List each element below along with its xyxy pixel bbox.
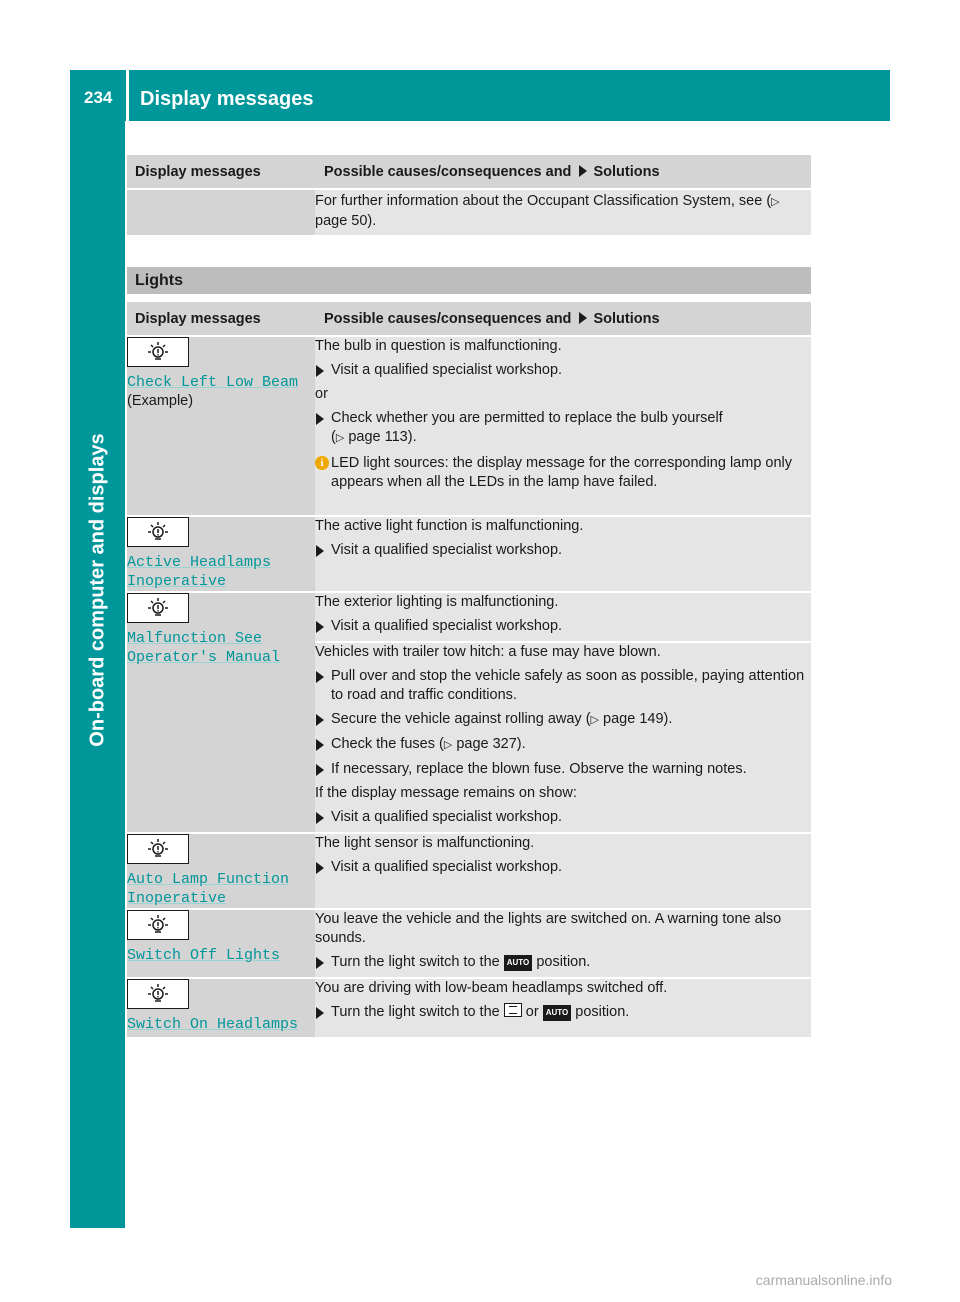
step-arrow-icon bbox=[316, 862, 324, 874]
action-arrow-icon bbox=[579, 312, 587, 324]
step-text: position. bbox=[536, 954, 591, 970]
step-text: Check the fuses ( bbox=[331, 736, 444, 752]
auto-switch-icon: AUTO bbox=[543, 1005, 572, 1021]
step-arrow-icon bbox=[316, 714, 324, 726]
step-text: position. bbox=[575, 1004, 630, 1020]
lamp-warning-icon bbox=[127, 337, 189, 367]
solution-step bbox=[315, 735, 811, 755]
solution-cell bbox=[315, 642, 811, 833]
info-text: For further information about the Occupant Classification System, see bbox=[315, 193, 763, 209]
step-arrow-icon bbox=[316, 957, 324, 969]
cause-text: If the display message remains on show: bbox=[315, 785, 577, 801]
page-number: 234 bbox=[84, 88, 113, 107]
lights-table bbox=[127, 302, 811, 1037]
col-header-solutions-label: Solutions bbox=[593, 311, 660, 327]
message-cell bbox=[127, 909, 315, 978]
step-arrow-icon bbox=[316, 812, 324, 824]
step-arrow-icon bbox=[316, 413, 324, 425]
table-row bbox=[127, 833, 811, 909]
step-text: Visit a qualified specialist workshop. bbox=[331, 362, 563, 378]
table-header-row bbox=[127, 302, 811, 336]
example-note: (Example) bbox=[127, 393, 194, 409]
cause-text: You are driving with low-beam headlamps switched off. bbox=[315, 980, 668, 996]
page-ref[interactable]: page 113). bbox=[348, 429, 417, 445]
chapter-tab-label: On-board computer and displays bbox=[86, 433, 109, 747]
display-message: Switch On Headlamps bbox=[127, 1016, 299, 1033]
page-ref[interactable]: page 149). bbox=[603, 711, 673, 727]
header-divider bbox=[126, 70, 129, 121]
solution-step bbox=[315, 808, 811, 827]
lamp-warning-icon bbox=[127, 910, 189, 940]
message-cell bbox=[127, 516, 315, 592]
cause-text: The bulb in question is malfunctioning. bbox=[315, 338, 562, 354]
step-text: Visit a qualified specialist workshop. bbox=[331, 618, 563, 634]
solution-step bbox=[315, 541, 811, 560]
low-beam-switch-icon bbox=[504, 1003, 522, 1017]
step-text: Turn the light switch to the bbox=[331, 954, 500, 970]
or-text: or bbox=[315, 386, 328, 402]
col-header-solutions-label: Solutions bbox=[593, 164, 660, 180]
auto-switch-icon: AUTO bbox=[504, 955, 533, 971]
table-row bbox=[127, 592, 811, 642]
solution-step bbox=[315, 361, 811, 380]
col-header-display: Display messages bbox=[127, 302, 315, 336]
display-message: Switch Off Lights bbox=[127, 947, 281, 964]
col-header-causes bbox=[315, 302, 811, 336]
step-text: Visit a qualified specialist workshop. bbox=[331, 809, 563, 825]
display-message: Malfunction See Operator's Manual bbox=[127, 630, 281, 666]
step-text: Visit a qualified specialist workshop. bbox=[331, 859, 563, 875]
col-header-causes-label: Possible causes/consequences and bbox=[324, 311, 572, 327]
step-arrow-icon bbox=[316, 739, 324, 751]
message-cell bbox=[127, 592, 315, 833]
solution-cell bbox=[315, 516, 811, 592]
watermark: carmanualsonline.info bbox=[755, 1272, 892, 1288]
step-arrow-icon bbox=[316, 764, 324, 776]
or-text: or bbox=[525, 1004, 539, 1020]
table-row bbox=[127, 336, 811, 516]
message-cell bbox=[127, 978, 315, 1037]
step-arrow-icon bbox=[316, 365, 324, 377]
cause-text: The active light function is malfunctioning. bbox=[315, 518, 584, 534]
page-ref-icon: ▷ bbox=[590, 714, 599, 726]
solution-step bbox=[315, 858, 811, 877]
step-text: Check whether you are permitted to replace the bulb yourself bbox=[331, 410, 723, 426]
display-message: Check Left Low Beam bbox=[127, 374, 299, 391]
page-title: Display messages bbox=[140, 88, 314, 110]
solution-step bbox=[315, 760, 811, 779]
page-header bbox=[70, 70, 890, 121]
message-cell bbox=[127, 336, 315, 516]
solution-step: Check whether you are permitted to replace the bulb yourself (▷ page 113). bbox=[315, 409, 811, 448]
page-ref-icon: ▷ bbox=[335, 432, 345, 444]
empty-cell bbox=[127, 189, 315, 235]
col-header-causes-label: Possible causes/consequences and bbox=[324, 164, 572, 180]
step-text: Visit a qualified specialist workshop. bbox=[331, 542, 563, 558]
message-cell bbox=[127, 833, 315, 909]
table-row bbox=[127, 516, 811, 592]
solution-cell bbox=[315, 978, 811, 1037]
lamp-warning-icon bbox=[127, 834, 189, 864]
table-row bbox=[127, 909, 811, 978]
table-header-row bbox=[127, 155, 811, 189]
info-note bbox=[315, 454, 811, 492]
solution-step bbox=[315, 953, 811, 972]
display-message: Auto Lamp Function Inoperative bbox=[127, 871, 290, 907]
page-ref[interactable]: page 50). bbox=[315, 213, 377, 229]
step-text: Secure the vehicle against rolling away ( bbox=[331, 711, 591, 727]
step-text: If necessary, replace the blown fuse. Observe the warning notes. bbox=[331, 761, 747, 777]
solution-step bbox=[315, 1003, 811, 1022]
solution-step bbox=[315, 710, 811, 730]
step-text: Turn the light switch to the bbox=[331, 1004, 500, 1020]
page-ref-icon: ▷ bbox=[771, 196, 780, 208]
table-row bbox=[127, 189, 811, 235]
top-table bbox=[127, 155, 811, 235]
step-arrow-icon bbox=[316, 621, 324, 633]
step-arrow-icon bbox=[316, 1007, 324, 1019]
col-header-display: Display messages bbox=[127, 155, 315, 189]
solution-cell bbox=[315, 833, 811, 909]
cause-text: The exterior lighting is malfunctioning. bbox=[315, 594, 559, 610]
lamp-warning-icon bbox=[127, 593, 189, 623]
step-arrow-icon bbox=[316, 545, 324, 557]
solution-cell bbox=[315, 909, 811, 978]
section-title-lights: Lights bbox=[127, 267, 811, 294]
col-header-causes bbox=[315, 155, 811, 189]
table-row bbox=[127, 978, 811, 1037]
info-icon: i bbox=[315, 456, 329, 470]
lamp-warning-icon bbox=[127, 979, 189, 1009]
solution-cell bbox=[315, 336, 811, 516]
display-message: Active Headlamps Inoperative bbox=[127, 554, 272, 590]
page-ref[interactable]: page 327). bbox=[456, 736, 526, 752]
cause-text: You leave the vehicle and the lights are switched on. A warning tone also sounds. bbox=[315, 911, 782, 946]
solution-step bbox=[315, 667, 811, 705]
solution-step bbox=[315, 617, 811, 636]
step-text: Pull over and stop the vehicle safely as soon as possible, paying attention to road and traffic conditions. bbox=[331, 668, 805, 703]
note-text: LED light sources: the display message for the corresponding lamp only appears when all the LEDs in the lamp have failed. bbox=[331, 455, 793, 490]
cause-text: The light sensor is malfunctioning. bbox=[315, 835, 535, 851]
lamp-warning-icon bbox=[127, 517, 189, 547]
solution-cell bbox=[315, 592, 811, 642]
action-arrow-icon bbox=[579, 165, 587, 177]
cause-text: Vehicles with trailer tow hitch: a fuse may have blown. bbox=[315, 644, 661, 660]
info-cell: For further information about the Occupant Classification System, see (▷ page 50). bbox=[315, 189, 811, 235]
step-arrow-icon bbox=[316, 671, 324, 683]
page-ref-icon: ▷ bbox=[443, 739, 453, 751]
